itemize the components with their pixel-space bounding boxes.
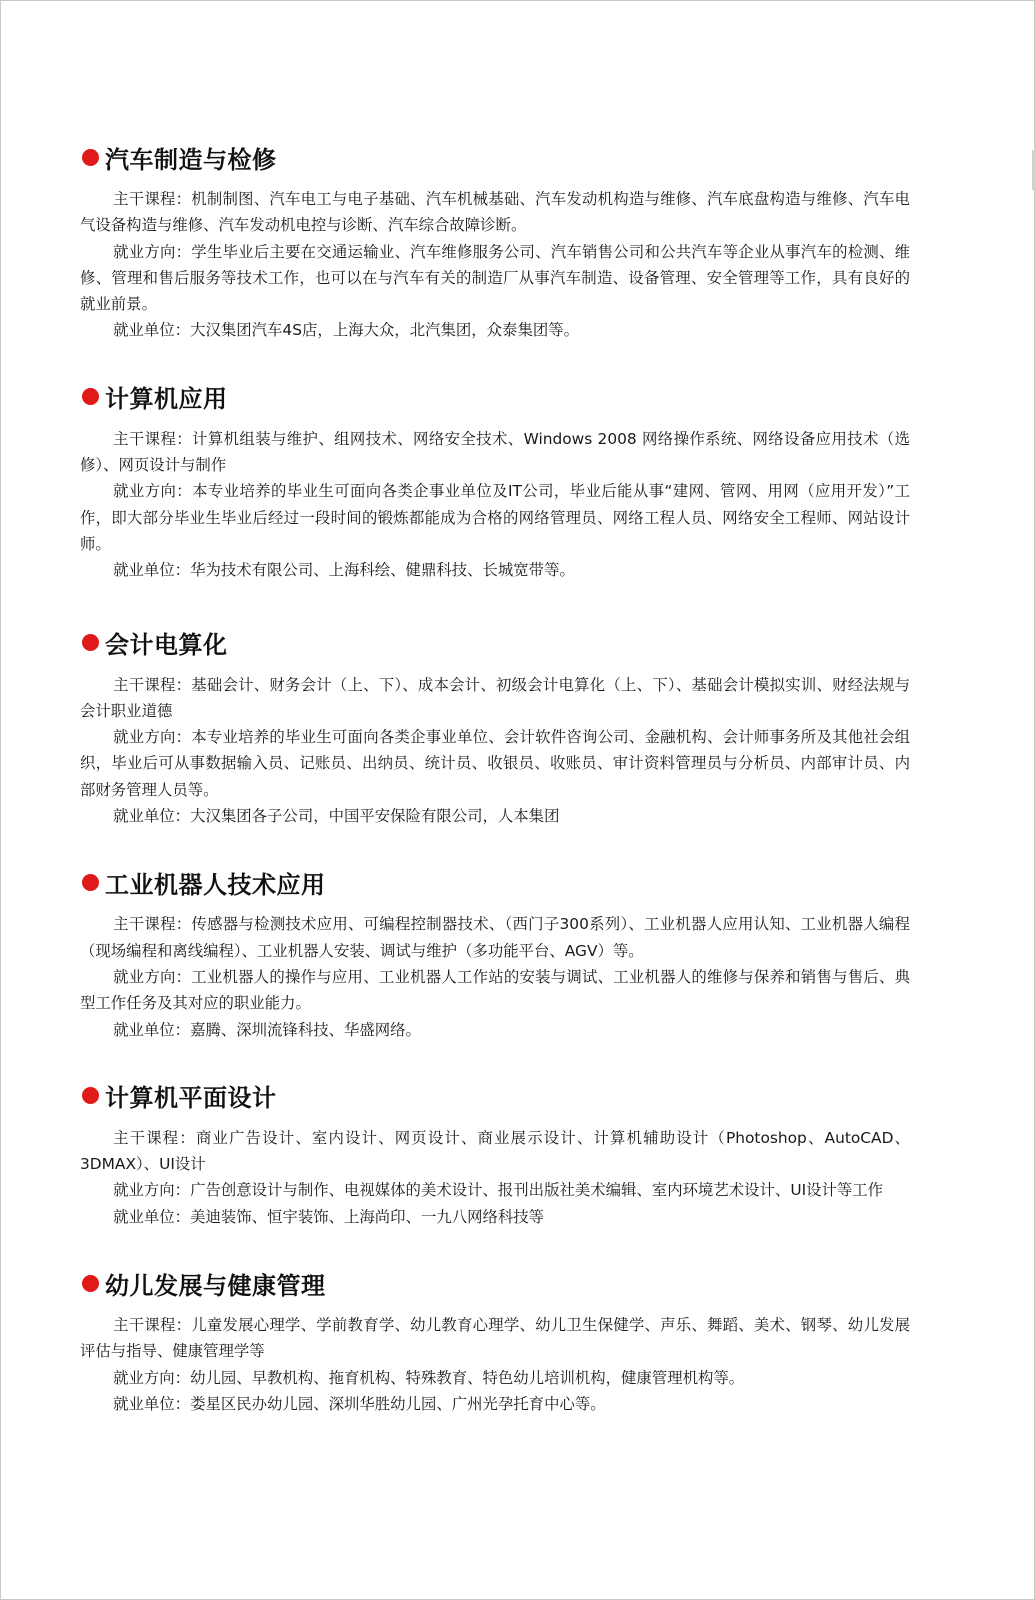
paragraph-text: 机制制图、汽车电工与电子基础、汽车机械基础、汽车发动机构造与维修、汽车底盘构造与维修、汽车电气设备构造与维修、汽车发动机电控与诊断、汽车综合故障诊断。 — [80, 190, 910, 235]
paragraph-label: 就业方向： — [113, 1368, 191, 1387]
section-heading — [80, 1077, 910, 1115]
paragraph-text: 本专业培养的毕业生可面向各类企事业单位及IT公司，毕业后能从事“建网、管网、用网（应用开发）”工作，即大部分毕业生毕业后经过一段时间的锻炼都能成为合格的网络管理员、网络工程人员、网络安全工程师、网站设计师。 — [80, 482, 910, 553]
paragraph-label: 就业单位： — [113, 321, 191, 340]
section-paragraph — [80, 1017, 910, 1043]
paragraph-label: 就业方向： — [113, 482, 193, 501]
section-paragraph — [80, 672, 910, 725]
red-bullet-icon — [82, 874, 99, 891]
section-heading — [80, 378, 910, 416]
program-section — [80, 1264, 910, 1417]
section-paragraph — [80, 239, 910, 318]
paragraph-label: 就业方向： — [113, 1181, 191, 1200]
section-paragraph — [80, 964, 910, 1017]
section-heading — [80, 624, 910, 662]
section-title: 计算机平面设计 — [105, 1084, 277, 1113]
section-paragraph — [80, 426, 910, 479]
paragraph-text: 传感器与检测技术应用、可编程控制器技术、（西门子300系列）、工业机器人应用认知、工业机器人编程（现场编程和离线编程）、工业机器人安装、调试与维护（多功能平台、AGV）等。 — [80, 915, 910, 960]
paragraph-label: 主干课程： — [113, 429, 193, 448]
paragraph-label: 主干课程： — [113, 1316, 192, 1335]
paragraph-text: 大汉集团各子公司，中国平安保险有限公司，人本集团 — [190, 807, 560, 826]
paragraph-text: 基础会计、财务会计（上、下）、成本会计、初级会计电算化（上、下）、基础会计模拟实训、财经法规与会计职业道德 — [80, 675, 910, 720]
section-paragraph — [80, 724, 910, 803]
paragraph-label: 主干课程： — [113, 675, 192, 694]
paragraph-label: 就业单位： — [113, 1207, 191, 1226]
paragraph-text: 计算机组装与维护、组网技术、网络安全技术、Windows 2008 网络操作系统、网络设备应用技术（选修）、网页设计与制作 — [80, 429, 910, 475]
paragraph-text: 学生毕业后主要在交通运输业、汽车维修服务公司、汽车销售公司和公共汽车等企业从事汽车的检测、维修、管理和售后服务等技术工作，也可以在与汽车有关的制造厂从事汽车制造、设备管理、安全管理等工作，具有良好的就业前景。 — [80, 242, 910, 314]
section-title: 计算机应用 — [105, 385, 228, 414]
section-heading — [80, 138, 910, 176]
paragraph-label: 就业方向： — [113, 728, 192, 747]
red-bullet-icon — [82, 149, 99, 166]
paragraph-label: 就业单位： — [113, 1020, 191, 1039]
red-bullet-icon — [82, 388, 99, 405]
paragraph-text: 大汉集团汽车4S店，上海大众，北汽集团，众泰集团等。 — [190, 321, 580, 340]
section-paragraph — [80, 1204, 910, 1230]
section-heading — [80, 1264, 910, 1302]
paragraph-text: 商业广告设计、室内设计、网页设计、商业展示设计、计算机辅助设计（Photoshop、AutoCAD、3DMAX）、UI设计 — [80, 1128, 910, 1174]
paragraph-text: 幼儿园、早教机构、拖育机构、特殊教育、特色幼儿培训机构，健康管理机构等。 — [190, 1368, 745, 1387]
paragraph-text: 美迪装饰、恒宇装饰、上海尚印、一九八网络科技等 — [190, 1207, 545, 1226]
program-section — [80, 1077, 910, 1230]
section-paragraph — [80, 1312, 910, 1365]
paragraph-text: 华为技术有限公司、上海科绘、健鼎科技、长城宽带等。 — [190, 561, 575, 580]
section-paragraph — [80, 1391, 910, 1417]
paragraph-label: 就业单位： — [113, 1394, 191, 1413]
section-paragraph — [80, 803, 910, 829]
paragraph-label: 主干课程： — [113, 915, 192, 934]
paragraph-label: 主干课程： — [113, 1128, 196, 1147]
paragraph-label: 就业单位： — [113, 561, 191, 580]
section-paragraph — [80, 1365, 910, 1391]
paragraph-text: 本专业培养的毕业生可面向各类企事业单位、会计软件咨询公司、金融机构、会计师事务所及其他社会组织，毕业后可从事数据输入员、记账员、出纳员、统计员、收银员、收账员、审计资料管理员与分析员、内部审计员、内部财务管理人员等。 — [80, 728, 910, 799]
section-title: 工业机器人技术应用 — [105, 870, 326, 899]
red-bullet-icon — [82, 634, 99, 651]
section-paragraph — [80, 317, 910, 343]
paragraph-text: 嘉腾、深圳流锋科技、华盛网络。 — [190, 1020, 421, 1039]
program-section — [80, 378, 910, 584]
paragraph-text: 儿童发展心理学、学前教育学、幼儿教育心理学、幼儿卫生保健学、声乐、舞蹈、美术、钢琴、幼儿发展评估与指导、健康管理学等 — [80, 1316, 910, 1361]
section-heading — [80, 863, 910, 901]
program-section — [80, 863, 910, 1042]
paragraph-text: 工业机器人的操作与应用、工业机器人工作站的安装与调试、工业机器人的维修与保养和销售与售后、典型工作任务及其对应的职业能力。 — [80, 967, 910, 1013]
paragraph-label: 主干课程： — [113, 190, 192, 208]
section-paragraph — [80, 911, 910, 964]
section-title: 幼儿发展与健康管理 — [105, 1271, 326, 1300]
section-paragraph — [80, 1125, 910, 1178]
paragraph-label: 就业方向： — [113, 242, 192, 261]
section-title: 会计电算化 — [105, 631, 228, 660]
section-title: 汽车制造与检修 — [105, 145, 277, 174]
section-paragraph — [80, 557, 910, 583]
section-paragraph — [80, 478, 910, 557]
paragraph-label: 就业单位： — [113, 807, 191, 826]
program-section — [80, 624, 910, 830]
paragraph-text: 娄星区民办幼儿园、深圳华胜幼儿园、广州光孕托育中心等。 — [190, 1394, 606, 1413]
paragraph-text: 广告创意设计与制作、电视媒体的美术设计、报刊出版社美术编辑、室内环境艺术设计、UI设计等工作 — [190, 1181, 884, 1200]
section-paragraph — [80, 1177, 910, 1203]
section-paragraph — [80, 186, 910, 239]
red-bullet-icon — [82, 1087, 99, 1104]
program-section — [80, 138, 910, 344]
paragraph-label: 就业方向： — [113, 967, 192, 986]
red-bullet-icon — [82, 1275, 99, 1292]
program-list — [80, 138, 910, 1451]
